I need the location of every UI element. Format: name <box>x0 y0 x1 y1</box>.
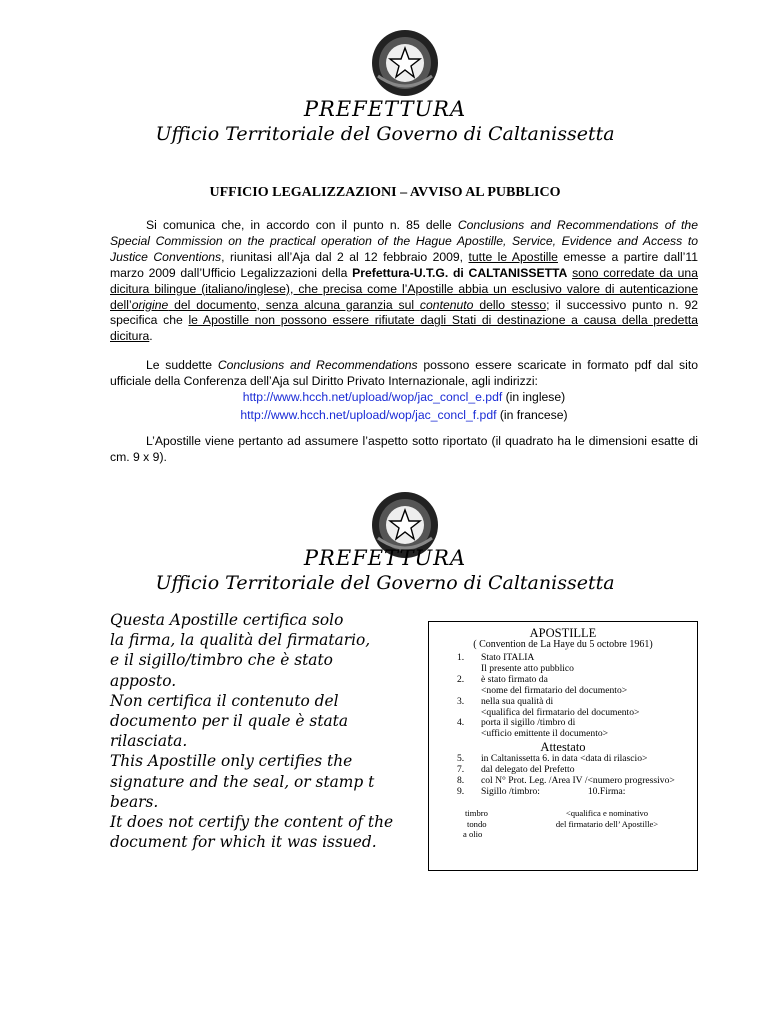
apostille-row: <qualifica del firmatario del documento> <box>481 706 640 718</box>
apostille-row: 5. in Caltanissetta 6. in data <data di rilascio> <box>457 753 648 765</box>
link-french-pdf[interactable]: http://www.hcch.net/upload/wop/jac_concl_f.pdf <box>240 408 497 422</box>
apostille-row: <nome del firmatario del documento> <box>481 684 628 696</box>
paragraph-3: L’Apostille viene pertanto ad assumere l’aspetto sotto riportato (il quadrato ha le dimensioni esatte di cm. 9 x 9). <box>110 434 698 464</box>
apostille-convention: ( Convention de La Haye du 5 octobre 1961) <box>473 639 653 650</box>
certification-text <box>110 610 420 852</box>
apostille-row: 7. dal delegato del Prefetto <box>457 764 575 776</box>
header-subtitle: Ufficio Territoriale del Governo di Caltanissetta <box>155 123 615 145</box>
download-links <box>110 388 698 424</box>
cert-line: signature and the seal, or stamp t <box>110 772 375 791</box>
apostille-heading: APOSTILLE <box>529 626 597 640</box>
notice-title: UFFICIO LEGALIZZAZIONI – AVVISO AL PUBBLICO <box>209 185 561 200</box>
attestato-heading: Attestato <box>540 740 586 755</box>
sample-title: PREFETTURA <box>303 546 467 570</box>
apostille-row: 2. è stato firmato da <box>457 673 548 685</box>
apostille-row: 1. Stato ITALIA <box>457 652 535 663</box>
paragraph-2: Le suddette Conclusions and Recommendations possono essere scaricate in formato pdf dal sito ufficiale della Conferenza dell’Aja sul Diritto Privato Internazionale, agli indirizzi: <box>110 358 698 388</box>
apostille-row: 8. col N° Prot. Leg. /Area IV /<numero progressivo> <box>457 775 675 787</box>
cert-line: Non certifica il contenuto del <box>110 691 339 710</box>
cert-line: It does not certify the content of the <box>110 813 394 832</box>
apostille-row: 9. Sigillo /timbro: 10.Firma: <box>457 785 626 797</box>
stamp-placeholder: timbro tondo a olio <box>463 808 488 839</box>
republic-emblem-icon <box>370 28 440 98</box>
link-row-english: http://www.hcch.net/upload/wop/jac_concl_e.pdf (in inglese) <box>242 390 566 404</box>
link-english-pdf[interactable]: http://www.hcch.net/upload/wop/jac_concl_e.pdf <box>242 390 503 404</box>
link-row-french: http://www.hcch.net/upload/wop/jac_concl_f.pdf (in francese) <box>240 408 568 422</box>
apostille-box <box>428 621 698 871</box>
cert-line: documento per il quale è stata <box>110 712 349 731</box>
cert-line: apposto. <box>110 671 177 690</box>
cert-line: rilasciata. <box>110 732 188 751</box>
signatory-placeholder: <qualifica e nominativo del firmatario dell’ Apostille> <box>555 808 659 829</box>
cert-line: Questa Apostille certifica solo <box>110 611 344 629</box>
apostille-rows <box>429 653 697 798</box>
cert-line: la firma, la qualità del firmatario, <box>110 631 371 650</box>
cert-line: bears. <box>110 792 159 811</box>
cert-line: e il sigillo/timbro che è stato <box>110 651 333 670</box>
header-title: PREFETTURA <box>303 97 467 121</box>
apostille-row: 3. nella sua qualità di <box>457 695 554 707</box>
apostille-row: Il presente atto pubblico <box>481 662 574 674</box>
paragraph-1: Si comunica che, in accordo con il punto n. 85 delle Conclusions and Recommendations of the Special Commission on the practical operation of the Hague Apostille, Service, Evidence and Access to Justice Conventions, riunitasi all’Aja dal 2 al 12 febbraio 2009, tutte le Apostille emesse a partire dall’11 marzo 2009 dall’Ufficio Legalizzazioni della Prefettura-U.T.G. di CALTANISSETTA sono corredate da una dicitura bilingue (italiano/inglese), che precisa come l’Apostille abbia un esclusivo valore di autenticazione dell’origine del documento, senza alcuna garanzia sul contenuto dello stesso; il successivo punto n. 92 specifica che le Apostille non possono essere rifiutate dagli Stati di destinazione a causa della predetta dicitura. <box>110 218 699 344</box>
apostille-row: 4. porta il sigillo /timbro di <box>457 717 576 729</box>
cert-line: This Apostille only certifies the <box>110 752 353 771</box>
cert-line: document for which it was issued. <box>110 833 377 852</box>
sample-subtitle: Ufficio Territoriale del Governo di Caltanissetta <box>155 572 615 594</box>
apostille-row: <ufficio emittente il documento> <box>481 728 609 740</box>
